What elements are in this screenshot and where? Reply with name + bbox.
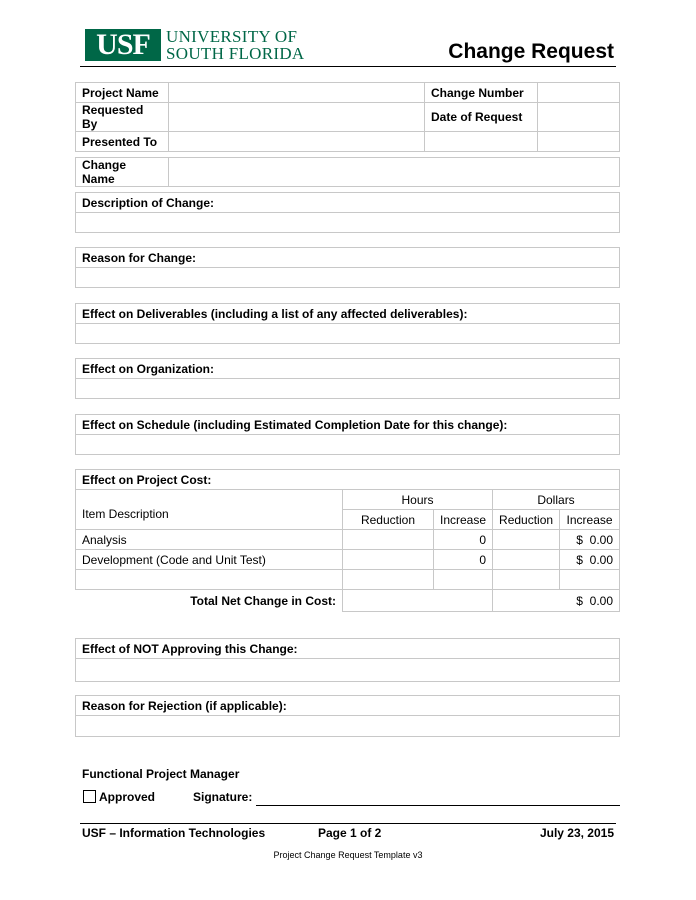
- deliverables-label: Effect on Deliverables (including a list of any affected deliverables):: [76, 304, 620, 324]
- empty-cell: [538, 132, 620, 152]
- total-net-change-label: Total Net Change in Cost:: [190, 593, 336, 608]
- project-info-table: [75, 82, 620, 152]
- cost-row-dollars-reduction[interactable]: [493, 530, 560, 550]
- hours-header: Hours: [343, 490, 493, 510]
- schedule-section: [75, 414, 620, 455]
- rejection-label: Reason for Rejection (if applicable):: [76, 696, 620, 716]
- description-label: Description of Change:: [76, 193, 620, 213]
- logo-line-2: SOUTH FLORIDA: [166, 44, 305, 63]
- signature-line[interactable]: [256, 805, 620, 806]
- not-approving-label: Effect of NOT Approving this Change:: [76, 639, 620, 659]
- not-approving-section: [75, 638, 620, 682]
- change-number-label: Change Number: [425, 83, 538, 103]
- reason-section: [75, 247, 620, 288]
- footer-rule: [80, 823, 616, 824]
- cost-row-dollars-increase[interactable]: [560, 550, 620, 570]
- usf-logo-mark: USF: [85, 29, 161, 61]
- rejection-section: [75, 695, 620, 737]
- cost-row-hours-reduction[interactable]: [343, 530, 434, 550]
- header-rule: [80, 66, 616, 67]
- rejection-field[interactable]: [76, 716, 620, 737]
- description-section: [75, 192, 620, 233]
- project-cost-table: [75, 469, 620, 612]
- reason-label: Reason for Change:: [76, 248, 620, 268]
- cost-row-item: Development (Code and Unit Test): [76, 550, 343, 570]
- logo-line-1: UNIVERSITY OF: [166, 27, 298, 46]
- cost-row-dollars-increase[interactable]: [560, 530, 620, 550]
- item-description-header: Item Description: [76, 490, 343, 530]
- dollars-increase-value: 0.00: [589, 552, 613, 567]
- footer-date: July 23, 2015: [539, 826, 614, 840]
- hours-reduction-header: Reduction: [343, 510, 434, 530]
- change-name-field[interactable]: [169, 158, 620, 187]
- approved-checkbox[interactable]: [83, 790, 96, 803]
- cost-title: Effect on Project Cost:: [76, 470, 620, 490]
- cost-row-item[interactable]: [76, 570, 343, 590]
- signature-label: Signature:: [193, 790, 253, 804]
- dollars-increase-value: 0.00: [589, 532, 613, 547]
- date-of-request-field[interactable]: [538, 103, 620, 132]
- cost-row-dollars-reduction[interactable]: [493, 550, 560, 570]
- deliverables-section: [75, 303, 620, 344]
- organization-section: [75, 358, 620, 399]
- dollars-header: Dollars: [493, 490, 620, 510]
- empty-cell: [425, 132, 538, 152]
- total-dollars-field[interactable]: [493, 590, 620, 612]
- presented-to-field[interactable]: [169, 132, 425, 152]
- date-of-request-label: Date of Request: [425, 103, 538, 132]
- description-field[interactable]: [76, 213, 620, 233]
- footer-template-name: Project Change Request Template v3: [273, 850, 423, 860]
- functional-pm-heading: Functional Project Manager: [82, 767, 240, 781]
- total-hours-field[interactable]: [343, 590, 493, 612]
- organization-field[interactable]: [76, 379, 620, 399]
- deliverables-field[interactable]: [76, 324, 620, 344]
- change-name-table: [75, 157, 620, 187]
- change-number-field[interactable]: [538, 83, 620, 103]
- cost-row-dollars-increase[interactable]: [560, 570, 620, 590]
- dollars-increase-header: Increase: [560, 510, 620, 530]
- dollars-reduction-header: Reduction: [493, 510, 560, 530]
- cost-row-hours-increase[interactable]: [434, 570, 493, 590]
- footer-department: USF – Information Technologies: [82, 826, 266, 840]
- cost-row-item: Analysis: [76, 530, 343, 550]
- organization-label: Effect on Organization:: [76, 359, 620, 379]
- hours-increase-header: Increase: [434, 510, 493, 530]
- currency-symbol: $: [576, 593, 583, 608]
- requested-by-label: Requested By: [76, 103, 169, 132]
- change-name-label: Change Name: [76, 158, 169, 187]
- reason-field[interactable]: [76, 268, 620, 288]
- project-name-field[interactable]: [169, 83, 425, 103]
- page-title: Change Request: [448, 40, 614, 63]
- currency-symbol: $: [576, 532, 583, 547]
- total-dollars-value: 0.00: [589, 593, 613, 608]
- schedule-label: Effect on Schedule (including Estimated Completion Date for this change):: [76, 415, 620, 435]
- cost-row-hours-reduction[interactable]: [343, 570, 434, 590]
- requested-by-field[interactable]: [169, 103, 425, 132]
- project-name-label: Project Name: [76, 83, 169, 103]
- currency-symbol: $: [576, 552, 583, 567]
- footer-page-number: Page 1 of 2: [318, 826, 382, 840]
- cost-row-hours-reduction[interactable]: [343, 550, 434, 570]
- cost-row-hours-increase[interactable]: 0: [434, 550, 493, 570]
- schedule-field[interactable]: [76, 435, 620, 455]
- cost-row-hours-increase[interactable]: 0: [434, 530, 493, 550]
- cost-row-dollars-reduction[interactable]: [493, 570, 560, 590]
- presented-to-label: Presented To: [76, 132, 169, 152]
- not-approving-field[interactable]: [76, 659, 620, 682]
- approved-label: Approved: [99, 790, 156, 804]
